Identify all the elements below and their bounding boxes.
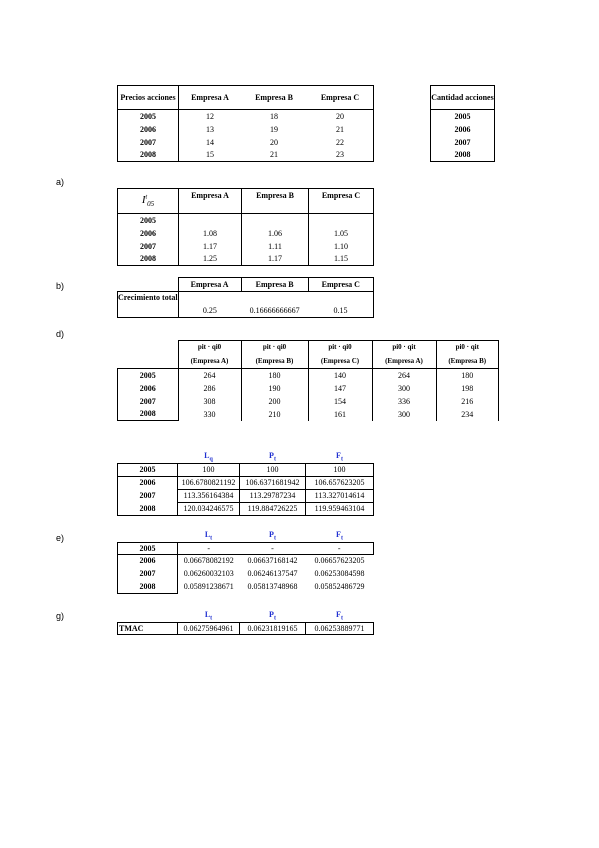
table-row [118,542,374,554]
value-cell: 0.05813748968 [247,582,298,592]
value-cell [179,214,242,227]
products-header-top: pit · qi0 [178,341,241,355]
prices-header-b: Empresa B [241,86,307,110]
table-row [118,240,374,253]
growth-row-label: Crecimiento total [118,292,179,318]
growth-header-b: Empresa B [241,278,308,292]
index-header-a: Empresa A [179,189,242,214]
value-cell: 140 [308,369,372,382]
value-cell: 119.959463104 [306,502,374,515]
value-cell: 1.15 [334,254,348,264]
value-cell: 1.06 [242,227,309,240]
value-cell: - [306,542,374,554]
table-row [118,214,374,227]
products-header-top: pi0 · qit [436,341,499,355]
year-cell: 2005 [454,111,471,121]
table-row [118,554,374,567]
value-cell: 330 [178,408,241,421]
value-cell: 13 [206,124,214,134]
value-cell: 234 [436,408,499,421]
table-row [118,292,374,318]
table-row [118,382,499,395]
value-cell: 300 [372,408,436,421]
year-cell: 2005 [118,542,178,554]
year-cell: 2006 [118,476,178,489]
table-row [118,476,374,489]
quantities-header: Cantidad acciones [431,86,495,110]
prices-header-a: Empresa A [179,86,242,110]
table-row [118,110,374,123]
table-row [118,149,374,162]
value-cell: 286 [178,382,241,395]
indices-header-p: $P_t$ [269,451,276,463]
growth-header-c: Empresa C [308,278,373,292]
value-cell: 119.884726225 [240,502,306,515]
products-header-top: pit · qi0 [308,341,372,355]
value-cell [242,214,309,227]
value-cell: 1.05 [334,228,348,238]
value-cell: 0.06253889771 [306,622,374,634]
tmac-header-l: $L_t$ [204,610,213,622]
value-cell: - [178,542,240,554]
value-cell: 1.17 [242,253,309,266]
value-cell: 0.05852486729 [314,582,365,592]
year-cell: 2005 [118,214,179,227]
products-header-bottom: (Empresa A) [178,355,241,369]
value-cell: 300 [372,382,436,395]
value-cell: 1.17 [179,240,242,253]
value-cell: - [240,542,306,554]
year-cell: 2006 [118,227,179,240]
value-cell: 100 [240,463,306,476]
year-cell: 2008 [454,150,471,160]
value-cell: 264 [372,369,436,382]
year-cell: 2006 [118,123,179,136]
growth-table [117,277,374,318]
products-header-top: pi0 · qit [372,341,436,355]
table-row [118,580,374,593]
value-cell: 198 [436,382,499,395]
index-header-c: Empresa C [309,189,374,214]
label-a: a) [56,177,65,187]
value-cell: 1.11 [242,240,309,253]
value-cell: 264 [178,369,241,382]
prices-table [117,85,374,162]
tmac-header-p: $P_t$ [269,610,276,622]
value-cell: 1.10 [334,241,348,251]
table-row [118,253,374,266]
table-row [118,463,374,476]
year-cell: 2005 [118,463,178,476]
value-cell: 15 [206,150,214,160]
value-cell: 113.327014614 [306,489,374,502]
year-cell: 2006 [454,124,471,134]
table-row [118,395,499,408]
products-header-bottom: (Empresa B) [436,355,499,369]
value-cell: 0.25 [178,292,241,318]
value-cell: 1.08 [179,227,242,240]
indices-table [117,451,374,516]
year-cell: 2008 [118,149,179,162]
table-row [118,567,374,580]
year-cell: 2007 [454,137,471,147]
year-cell: 2008 [118,253,179,266]
label-g: g) [56,611,65,621]
year-cell: 2006 [118,554,178,567]
value-cell: 0.06260032103 [183,569,234,579]
value-cell: 14 [206,137,214,147]
value-cell: 106.6780821192 [178,476,240,489]
value-cell: 106.6371681942 [240,476,306,489]
products-header-bottom: (Empresa B) [241,355,308,369]
value-cell: 18 [270,111,278,121]
year-cell: 2007 [118,489,178,502]
year-cell: 2006 [118,382,179,395]
prices-header-c: Empresa C [307,86,374,110]
year-cell: 2005 [118,110,179,123]
value-cell: 0.06657623205 [314,556,365,566]
value-cell: 1.25 [179,253,242,266]
table-row [118,622,374,634]
year-cell: 2008 [118,580,178,593]
table-row [118,123,374,136]
value-cell: 180 [241,369,308,382]
tmac-label: TMAC [118,622,178,634]
rates-header-p: $P_t$ [269,530,276,542]
value-cell: 180 [436,369,499,382]
label-b: b) [56,281,65,291]
value-cell: 147 [308,382,372,395]
table-row [118,369,499,382]
label-d: d) [56,329,65,339]
table-row [118,489,374,502]
value-cell [309,214,374,227]
value-cell: 113.356164384 [178,489,240,502]
value-cell: 0.06678082192 [183,556,234,566]
quantities-table [430,85,495,162]
products-table [117,340,499,421]
value-cell: 23 [336,150,344,160]
value-cell: 22 [336,137,344,147]
value-cell: 20 [270,137,278,147]
year-cell: 2007 [118,240,179,253]
value-cell: 106.657623205 [306,476,374,489]
year-cell: 2008 [118,502,178,515]
year-cell: 2007 [118,395,179,408]
label-e: e) [56,533,65,543]
value-cell: 0.05891238671 [183,582,234,592]
value-cell: 216 [436,395,499,408]
value-cell: 100 [306,463,374,476]
value-cell: 0.06246137547 [247,569,298,579]
value-cell: 0.06231819165 [240,622,306,634]
value-cell: 0.06275964961 [178,622,240,634]
prices-header-label: Precios acciones [118,86,179,110]
value-cell: 0.06253084598 [314,569,365,579]
table-row [118,227,374,240]
products-header-bottom: (Empresa A) [372,355,436,369]
value-cell: 113.29787234 [240,489,306,502]
indices-header-l: $L_q$ [204,451,213,463]
value-cell: 154 [308,395,372,408]
year-cell: 2007 [118,567,178,580]
index-symbol: $I^t_{05}$ [118,189,179,214]
value-cell: 200 [241,395,308,408]
rates-header-f: $F_t$ [336,530,343,542]
value-cell: 12 [206,111,214,121]
products-header-bottom: (Empresa C) [308,355,372,369]
year-cell: 2008 [118,408,179,421]
table-row [118,136,374,149]
value-cell: 336 [372,395,436,408]
index-table [117,188,374,266]
value-cell: 0.15 [308,292,373,318]
rates-header-l: $L_t$ [204,530,213,542]
growth-header-a: Empresa A [178,278,241,292]
value-cell: 0.16666666667 [241,292,308,318]
table-row [118,408,499,421]
value-cell: 190 [241,382,308,395]
table-row [118,502,374,515]
value-cell: 21 [270,150,278,160]
value-cell: 21 [336,124,344,134]
value-cell: 120.034246575 [178,502,240,515]
value-cell: 308 [178,395,241,408]
index-header-b: Empresa B [242,189,309,214]
tmac-header-f: $F_t$ [336,610,343,622]
rates-table [117,530,374,594]
value-cell: 19 [270,124,278,134]
year-cell: 2005 [118,369,179,382]
products-header-top: pit · qi0 [241,341,308,355]
indices-header-f: $F_t$ [336,451,343,463]
year-cell: 2007 [118,136,179,149]
value-cell: 100 [178,463,240,476]
value-cell: 210 [241,408,308,421]
value-cell: 161 [308,408,372,421]
value-cell: 20 [336,111,344,121]
value-cell: 0.06637168142 [247,556,298,566]
tmac-table [117,610,374,635]
